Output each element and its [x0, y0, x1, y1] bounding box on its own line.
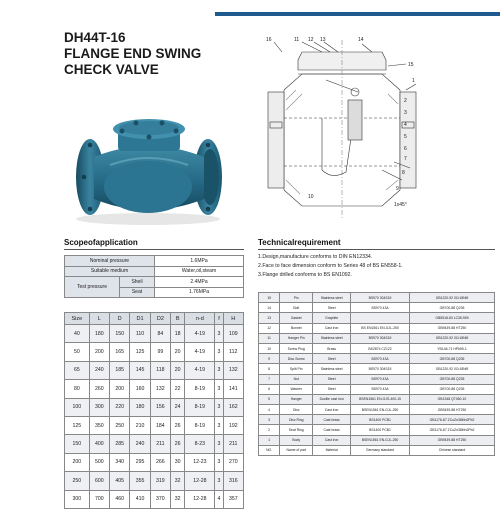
table-cell: Bolt	[280, 303, 313, 313]
table-cell: 109	[223, 325, 243, 343]
column-header: H	[223, 313, 243, 325]
test-pressure-label: Test pressure	[65, 277, 120, 298]
table-cell: 3	[215, 380, 223, 398]
table-cell: Bonnet	[280, 323, 313, 333]
table-row	[259, 354, 495, 364]
drawing-label: 15	[408, 62, 414, 68]
table-cell: Stainless steel	[313, 293, 351, 303]
scope-value: 1.76MPa	[155, 287, 244, 298]
column-header: f	[215, 313, 223, 325]
table-row	[259, 394, 495, 404]
table-cell: 14	[259, 303, 280, 313]
table-cell: Gasket	[280, 313, 313, 323]
table-cell: Stainless steel	[313, 364, 351, 374]
scope-label: Seat	[120, 287, 155, 298]
table-cell: 40	[65, 325, 90, 343]
drawing-label: 8	[402, 170, 405, 176]
cross-section-drawing	[262, 30, 422, 225]
table-cell: 3	[215, 435, 223, 453]
table-cell: GB1220-92 0Cr18Ni9	[410, 364, 495, 374]
table-cell	[351, 313, 410, 323]
table-cell: 6	[259, 384, 280, 394]
table-cell: 132	[223, 361, 243, 379]
table-cell: 110	[130, 325, 150, 343]
table-cell: Washer	[280, 384, 313, 394]
table-cell: 2	[259, 425, 280, 435]
table-cell: 80	[65, 380, 90, 398]
table-cell: 4	[215, 490, 223, 508]
table-cell: GB9439-88 HT250	[410, 405, 495, 415]
table-cell: 132	[150, 380, 170, 398]
table-cell: 220	[110, 398, 130, 416]
drawing-label: 2	[404, 98, 407, 104]
table-cell: Brass	[313, 343, 351, 353]
table-cell: 84	[150, 325, 170, 343]
scope-table	[64, 255, 244, 298]
table-row	[65, 490, 244, 508]
table-cell: 125	[65, 416, 90, 434]
table-cell: Steel	[313, 374, 351, 384]
table-cell: 400	[89, 435, 109, 453]
table-row	[65, 325, 244, 343]
table-cell: Graphite	[313, 313, 351, 323]
title-line-3: CHECK VALVE	[64, 62, 159, 77]
table-row	[259, 303, 495, 313]
table-cell: 8-19	[185, 380, 215, 398]
table-cell: GB5518-83 LC35-959	[410, 313, 495, 323]
table-cell: NO.	[259, 445, 280, 455]
table-cell: GB1176-87 ZCuZn38Mn2Pb2	[410, 415, 495, 425]
table-cell: 3	[215, 453, 223, 471]
table-row	[259, 445, 495, 455]
valve-photo	[60, 95, 235, 230]
table-cell: 3	[215, 325, 223, 343]
table-cell: 5	[259, 394, 280, 404]
table-row	[259, 405, 495, 415]
table-cell: Pin	[280, 293, 313, 303]
table-row	[65, 416, 244, 434]
table-cell: 10	[259, 343, 280, 353]
table-row	[259, 323, 495, 333]
table-cell: 200	[110, 380, 130, 398]
table-cell: GB700-88 Q235	[410, 374, 495, 384]
table-cell: 192	[223, 416, 243, 434]
title-line-2: FLANGE END SWING	[64, 46, 202, 61]
table-cell: 13	[259, 313, 280, 323]
table-cell: Hanger	[280, 394, 313, 404]
table-cell: 8-19	[185, 416, 215, 434]
table-cell: Cast brass	[313, 415, 351, 425]
table-cell: 260	[89, 380, 109, 398]
table-cell: 3	[215, 398, 223, 416]
table-cell: 600	[89, 472, 109, 490]
table-cell: 8	[259, 364, 280, 374]
dimensions-table	[64, 312, 244, 509]
table-cell: 12-28	[185, 490, 215, 508]
table-cell: BS970 304S15	[351, 333, 410, 343]
table-cell: 700	[89, 490, 109, 508]
table-cell: 300	[89, 398, 109, 416]
table-cell: 99	[150, 343, 170, 361]
title-line-1: DH44T-16	[64, 30, 126, 45]
table-cell: 240	[130, 435, 150, 453]
table-cell: 185	[110, 361, 130, 379]
table-cell: GB9439-88 HT250	[410, 323, 495, 333]
table-cell: Stainless steel	[313, 333, 351, 343]
column-header: D1	[130, 313, 150, 325]
table-cell: 118	[150, 361, 170, 379]
table-row	[259, 415, 495, 425]
table-cell: 210	[130, 416, 150, 434]
requirement-item: 2.Face to face dimension conform to Series 48 of BS EN558-1.	[258, 263, 403, 269]
table-header-row	[65, 313, 244, 325]
table-cell: 24	[171, 398, 185, 416]
table-cell: 4-19	[185, 361, 215, 379]
requirement-item: 1.Design,manufacture conforms to DIN EN12334.	[258, 254, 373, 260]
drawing-label: 1	[412, 78, 415, 84]
table-cell: BS970 43A	[351, 354, 410, 364]
tech-heading: Technicalrequirement	[258, 238, 341, 247]
table-cell: Disc Ring	[280, 415, 313, 425]
table-cell: BS EN1561 EN-GJL-250	[351, 323, 410, 333]
table-cell: 165	[110, 343, 130, 361]
table-cell: 250	[110, 416, 130, 434]
drawing-label: 14	[358, 37, 364, 43]
table-row	[65, 380, 244, 398]
table-cell: BS970 43A	[351, 303, 410, 313]
table-cell: 410	[130, 490, 150, 508]
tech-requirements	[258, 253, 493, 280]
table-cell: 405	[110, 472, 130, 490]
table-cell: 8-19	[185, 398, 215, 416]
table-cell: 100	[65, 398, 90, 416]
table-cell: Screw Plug	[280, 343, 313, 353]
table-row	[65, 256, 244, 267]
table-cell: Body	[280, 435, 313, 445]
table-cell: 26	[171, 435, 185, 453]
table-cell: 1	[259, 435, 280, 445]
requirement-item: 3.Flange drilled conforms to BS EN1092.	[258, 272, 353, 278]
table-cell: 112	[223, 343, 243, 361]
drawing-label: 13	[320, 37, 326, 43]
drawing-label: 9	[396, 186, 399, 192]
table-cell: 3	[215, 472, 223, 490]
column-header: D	[110, 313, 130, 325]
table-cell: 9	[259, 354, 280, 364]
scope-label: Sheil	[120, 277, 155, 288]
table-cell: 184	[150, 416, 170, 434]
table-cell: BSEN1561 EN-GJL-250	[351, 435, 410, 445]
table-cell: 156	[150, 398, 170, 416]
table-cell: 250	[65, 472, 90, 490]
drawing-label: 5	[404, 134, 407, 140]
table-row	[259, 313, 495, 323]
table-cell: 270	[223, 453, 243, 471]
table-cell: 295	[130, 453, 150, 471]
tech-divider	[258, 249, 495, 250]
drawing-label: 3	[404, 110, 407, 116]
table-cell: 316	[223, 472, 243, 490]
table-cell: Cast iron	[313, 323, 351, 333]
table-cell: Hanger Pin	[280, 333, 313, 343]
scope-value: Water,oil,steam	[155, 266, 244, 277]
table-cell: 350	[89, 416, 109, 434]
table-cell: 266	[150, 453, 170, 471]
table-row	[259, 425, 495, 435]
table-cell: 160	[130, 380, 150, 398]
table-cell: 285	[110, 435, 130, 453]
scope-label: Nominal pressure	[65, 256, 155, 267]
drawing-label: 7	[404, 156, 407, 162]
drawing-label: 11	[294, 37, 300, 43]
table-cell: 150	[110, 325, 130, 343]
column-header: L	[89, 313, 109, 325]
table-cell: 32	[171, 472, 185, 490]
table-cell: BS1400 PCB1	[351, 415, 410, 425]
table-cell: 26	[171, 416, 185, 434]
table-cell: BS970 304S15	[351, 364, 410, 374]
column-header: D2	[150, 313, 170, 325]
table-cell: BSEN1561 EN-GJL-250	[351, 405, 410, 415]
table-cell: 12-23	[185, 453, 215, 471]
column-header: n-d	[185, 313, 215, 325]
table-cell: Steel	[313, 354, 351, 364]
table-cell: 4-19	[185, 343, 215, 361]
table-cell: Cast iron	[313, 405, 351, 415]
table-cell: GB700-88 Q235	[410, 303, 495, 313]
table-cell: GB9439-88 HT250	[410, 435, 495, 445]
table-cell: Chinese standard	[410, 445, 495, 455]
table-cell: 200	[65, 453, 90, 471]
table-row	[259, 374, 495, 384]
table-cell: 180	[130, 398, 150, 416]
table-cell: 319	[150, 472, 170, 490]
table-cell: Split Pin	[280, 364, 313, 374]
table-cell: 150	[65, 435, 90, 453]
table-cell: 15	[259, 293, 280, 303]
table-cell: Ductile cast iron	[313, 394, 351, 404]
table-row	[259, 364, 495, 374]
table-cell: 355	[130, 472, 150, 490]
scope-heading: Scopeofapplication	[64, 238, 138, 247]
table-cell: BS970 43A	[351, 374, 410, 384]
table-cell: Cast brass	[313, 425, 351, 435]
scope-value: 2.4MPa	[155, 277, 244, 288]
table-cell: 50	[65, 343, 90, 361]
column-header: Size	[65, 313, 90, 325]
table-cell: GB700-88 Q235	[410, 354, 495, 364]
table-cell: 3	[259, 415, 280, 425]
table-cell: 300	[65, 490, 90, 508]
table-cell: BSEN1561 EN-GJS-400-15	[351, 394, 410, 404]
table-cell: Disc Screw	[280, 354, 313, 364]
drawing-label: 10	[308, 194, 314, 200]
table-row	[65, 472, 244, 490]
table-cell: 4-19	[185, 325, 215, 343]
table-cell: GB1220-92 0Cr18Ni9	[410, 333, 495, 343]
parts-table	[258, 292, 495, 456]
table-cell: Nut	[280, 374, 313, 384]
table-row	[259, 435, 495, 445]
table-cell: BS970 304S15	[351, 293, 410, 303]
table-row	[65, 435, 244, 453]
table-cell: 141	[223, 380, 243, 398]
table-cell: GB700-88 Q235	[410, 384, 495, 394]
table-cell: YB146-71 HPb59-1	[410, 343, 495, 353]
table-cell: Name of part	[280, 445, 313, 455]
scope-value: 1.6MPa	[155, 256, 244, 267]
table-cell: GB1176-87 ZCuZn38Mn2Pb2	[410, 425, 495, 435]
scope-label: Suitable medium	[65, 266, 155, 277]
table-cell: 500	[89, 453, 109, 471]
drawing-label: 1x45°	[394, 202, 407, 208]
table-cell: 340	[110, 453, 130, 471]
table-cell: 3	[215, 343, 223, 361]
table-cell: Steel	[313, 303, 351, 313]
table-cell: 11	[259, 333, 280, 343]
table-cell: 211	[223, 435, 243, 453]
table-cell: 7	[259, 374, 280, 384]
table-cell: 3	[215, 416, 223, 434]
table-row	[259, 384, 495, 394]
table-row	[65, 277, 244, 288]
table-cell: 145	[130, 361, 150, 379]
table-cell: BS2874 CZ122	[351, 343, 410, 353]
drawing-label: 16	[266, 37, 272, 43]
table-cell: 30	[171, 453, 185, 471]
table-cell: Seat Ring	[280, 425, 313, 435]
table-cell: 20	[171, 343, 185, 361]
header-accent-bar	[215, 12, 500, 16]
table-cell: 3	[215, 361, 223, 379]
table-row	[65, 361, 244, 379]
table-cell: Steel	[313, 384, 351, 394]
table-row	[65, 398, 244, 416]
table-row	[65, 343, 244, 361]
table-cell: 370	[150, 490, 170, 508]
table-cell: GB1348 QT450-10	[410, 394, 495, 404]
table-cell: 12	[259, 323, 280, 333]
table-cell: Material	[313, 445, 351, 455]
drawing-label: 4	[404, 122, 407, 128]
table-cell: Cast iron	[313, 435, 351, 445]
table-cell: 12-28	[185, 472, 215, 490]
table-cell: 200	[89, 343, 109, 361]
table-cell: 22	[171, 380, 185, 398]
drawing-label: 6	[404, 146, 407, 152]
table-cell: 65	[65, 361, 90, 379]
table-row	[65, 453, 244, 471]
table-cell: GB1220-92 0Cr18Ni9	[410, 293, 495, 303]
table-cell: Germany standard	[351, 445, 410, 455]
table-cell: BS1400 PCB1	[351, 425, 410, 435]
table-cell: 211	[150, 435, 170, 453]
table-cell: 4	[259, 405, 280, 415]
table-cell: 18	[171, 325, 185, 343]
table-row	[259, 343, 495, 353]
table-row	[259, 333, 495, 343]
table-cell: 8-23	[185, 435, 215, 453]
table-cell: Disc	[280, 405, 313, 415]
table-cell: 240	[89, 361, 109, 379]
table-cell: 460	[110, 490, 130, 508]
table-row	[65, 266, 244, 277]
scope-divider	[64, 249, 244, 250]
table-cell: 20	[171, 361, 185, 379]
table-cell: 180	[89, 325, 109, 343]
table-cell: 125	[130, 343, 150, 361]
table-cell: 357	[223, 490, 243, 508]
table-row	[259, 293, 495, 303]
table-cell: 162	[223, 398, 243, 416]
table-cell: BS970 43A	[351, 384, 410, 394]
page-title	[64, 30, 239, 78]
table-cell: 32	[171, 490, 185, 508]
column-header: B	[171, 313, 185, 325]
drawing-label: 12	[308, 37, 314, 43]
